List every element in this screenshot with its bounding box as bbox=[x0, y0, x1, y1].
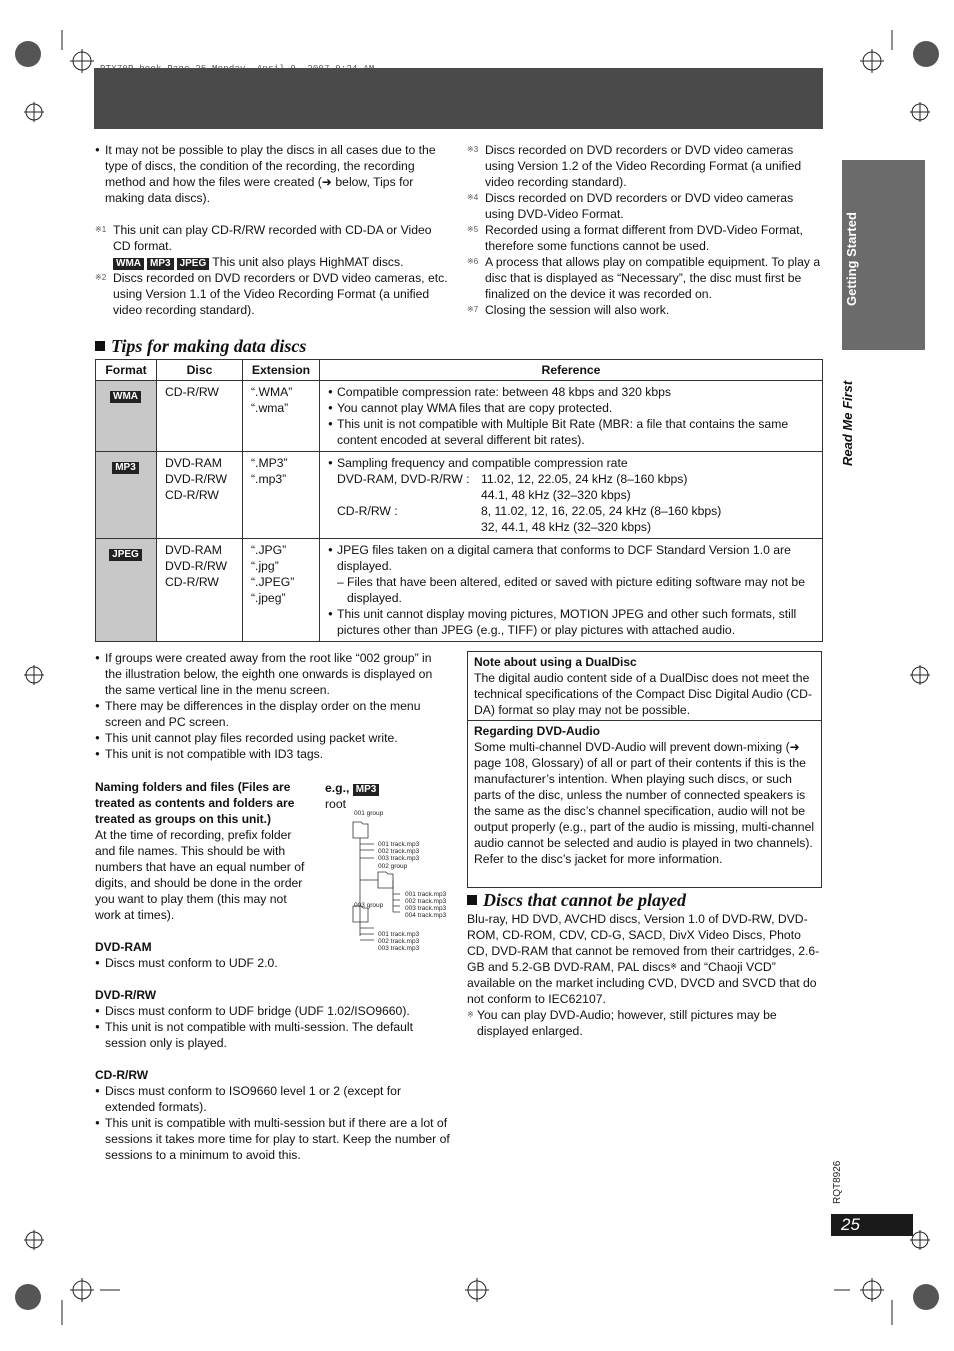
mp3-badge: MP3 bbox=[147, 258, 174, 270]
intro-left bbox=[95, 142, 450, 318]
note-3: ※3 Discs recorded on DVD recorders or DVD video cameras using Version 1.2 of the Video Recording Format (a unified video recording standard). bbox=[467, 143, 802, 189]
table-row-jpeg: JPEG DVD-RAM DVD-R/RW CD-R/RW “.JPG” “.jpg” “.JPEG” “.jpeg” ● JPEG files taken on a digital camera that conforms to DCF Standard Version 1.0 are displayed. – Files that have been altered, edited or saved with picture editing software may not be displayed. ● This unit cannot display moving pictures, MOTION JPEG and other such formats, still pictures other than JPEG (e.g., TIFF) or play pictures with attached audio. bbox=[96, 539, 823, 642]
th-reference: Reference bbox=[320, 360, 823, 381]
wma-badge: WMA bbox=[110, 391, 141, 403]
tips-table bbox=[95, 359, 823, 642]
disc-requirements: DVD-RAM ● Discs must conform to UDF 2.0. DVD-R/RW ● Discs must conform to UDF bridge (UDF 1.02/ISO9660). ● This unit is not compatible with multi-session. The default session only is played. CD-R/RW ● Discs must conform to ISO9660 level 1 or 2 (except for extended formats). ● This unit is compatible with multi-session but if there are a lot of sessions it takes more time for play to start. Keep the number of sessions to a minimum to avoid this. bbox=[95, 939, 450, 1163]
note-highmat: WMA MP3 JPEG This unit also plays HighMAT discs. bbox=[95, 254, 450, 270]
cannot-play-body: Blu-ray, HD DVD, AVCHD discs, Version 1.0 of DVD-RW, DVD-ROM, CD-ROM, CDV, CD-G, SACD, DivX Video Discs, Photo CD, DVD-RAM that cannot be removed from their cartridges, 2.6-GB and 5.2-GB DVD-RAM, PAL discs※ and “Chaoji VCD” available on the market including CVD, DVCD and SVCD that do not conform to IEC62107. bbox=[467, 912, 820, 1006]
page-number: 25 bbox=[831, 1214, 913, 1236]
doc-code: RQT8926 bbox=[832, 1160, 843, 1204]
table-row-mp3: MP3 DVD-RAM DVD-R/RW CD-R/RW “.MP3” “.mp3” ● Sampling frequency and compatible compression rate DVD-RAM, DVD-R/RW : 11.02, 12, 22.05, 24 kHz (8–160 kbps) 44.1, 48 kHz (32–320 kbps) CD-R/RW : 8, 11.02, 12, 16, 22.05, 24 kHz (8–160 kbps) 32, 44.1, 48 kHz (32–320 kbps) bbox=[96, 452, 823, 539]
side-tab-label: Getting Started bbox=[844, 212, 859, 306]
naming-section bbox=[95, 779, 315, 923]
naming-body: At the time of recording, prefix folder and file names. This should be with numbers that have an equal number of digits, and should be done in the order you want to play them (this may not work at times). bbox=[95, 828, 305, 922]
mp3-badge: MP3 bbox=[353, 784, 380, 796]
th-format: Format bbox=[96, 360, 157, 381]
mp3-badge: MP3 bbox=[112, 462, 139, 474]
naming-heading: Naming folders and files (Files are treated as contents and folders are treated as groups on this unit.) bbox=[95, 780, 295, 826]
th-disc: Disc bbox=[157, 360, 243, 381]
cd-rrw-heading: CD-R/RW bbox=[95, 1068, 149, 1082]
cannot-play-section bbox=[467, 889, 823, 1039]
jpeg-badge: JPEG bbox=[177, 258, 210, 270]
note-7: ※7 Closing the session will also work. bbox=[467, 303, 670, 317]
wma-badge: WMA bbox=[113, 258, 144, 270]
dvd-audio-box: Regarding DVD-Audio Some multi-channel DVD-Audio will prevent down-mixing (➜ page 108, Glossary) of all or part of their contents if this is the manufacturer’s intention. When playing such discs, or such parts of the disc, unless the number of connected speakers is the same as the disc’s channel specification, audio will not be output properly (e.g., part of the audio is missing, multi-channel audio cannot be selected and audio is played in two channels). Refer to the disc’s jacket for more information. bbox=[467, 720, 822, 888]
intro-right bbox=[467, 142, 823, 318]
example-label: e.g., MP3 root bbox=[325, 780, 382, 812]
read-me-first-label: Read Me First bbox=[840, 380, 855, 466]
tips-heading: Tips for making data discs bbox=[95, 335, 306, 357]
cannot-play-note: ※ You can play DVD-Audio; however, still pictures may be displayed enlarged. bbox=[467, 1008, 777, 1038]
note-4: ※4 Discs recorded on DVD recorders or DVD video cameras using DVD-Video Format. bbox=[467, 191, 794, 221]
dvd-ram-heading: DVD-RAM bbox=[95, 940, 152, 954]
th-extension: Extension bbox=[243, 360, 320, 381]
note-5: ※5 Recorded using a format different from DVD-Video Format, therefore some functions cannot be used. bbox=[467, 223, 803, 253]
groups-notes: ● If groups were created away from the root like “002 group” in the illustration below, the eighth one onwards is displayed on the same vertical line in the menu screen. ● There may be differences in the display order on the menu screen and PC screen. ● This unit cannot play files recorded using packet write. ● This unit is not compatible with ID3 tags. bbox=[95, 650, 450, 762]
intro-bullet: ● It may not be possible to play the discs in all cases due to the type of discs, the condition of the recording, the recording method and how the files were created (➜ below, Tips for making data discs). bbox=[95, 142, 450, 206]
dvd-rrw-heading: DVD-R/RW bbox=[95, 988, 157, 1002]
note-2: ※2 Discs recorded on DVD recorders or DVD video cameras, etc. using Version 1.1 of the Video Recording Format (a unified video recording standard). bbox=[95, 271, 448, 317]
table-row-wma: WMA CD-R/RW “.WMA” “.wma” ● Compatible compression rate: between 48 kbps and 320 kbps ● You cannot play WMA files that are copy protected. ● This unit is not compatible with Multiple Bit Rate (MBR: a file that contains the same content encoded at several different bit rates). bbox=[96, 381, 823, 452]
folder-tree: 001 group 001 track.mp3 002 track.mp3 003 track.mp3 002 group 001 track.mp3 002 track.mp3 003 track.mp3 004 track.mp3 003 group 001 track.mp3 002 track.mp3 003 track.mp3 bbox=[354, 810, 447, 952]
note-1: ※1 This unit can play CD-R/RW recorded with CD-DA or Video CD format. bbox=[95, 223, 432, 253]
header-bar bbox=[94, 68, 823, 129]
jpeg-badge: JPEG bbox=[109, 549, 142, 561]
dualdisc-box: Note about using a DualDisc The digital audio content side of a DualDisc does not meet the technical specifications of the Compact Disc Digital Audio (CD-DA) format so play may not be possible. bbox=[467, 651, 822, 721]
cannot-play-heading: Discs that cannot be played bbox=[467, 889, 823, 911]
note-6: ※6 A process that allows play on compatible equipment. To play a disc that is displayed as “Necessary”, the disc must first be finalized on the device it was recorded on. bbox=[467, 255, 821, 301]
